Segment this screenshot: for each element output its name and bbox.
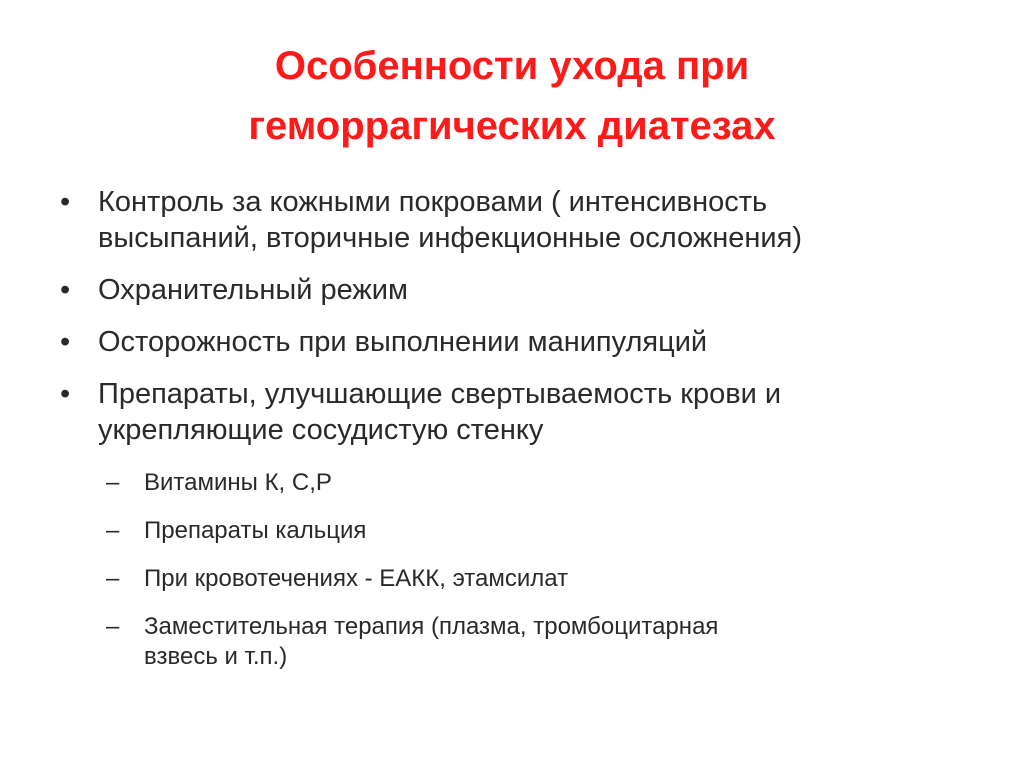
bullet-text-line: высыпаний, вторичные инфекционные осложнения) [98,222,802,254]
sub-text-line: Витамины К, С,Р [144,469,332,496]
bullet-item-medications [60,376,1000,448]
dash-marker: – [106,565,120,592]
sub-text-line: При кровотечениях - ЕАКК, этамсилат [144,565,569,592]
dash-marker: – [106,469,120,496]
sub-item-bleeding [60,564,1000,594]
bullet-text-line: укрепляющие сосудистую стенку [98,414,544,446]
sub-item-vitamins [60,468,1000,498]
bullet-marker: • [60,186,71,218]
bullet-list [60,184,1000,690]
slide-title [0,36,1024,156]
bullet-marker: • [60,326,71,358]
sub-item-replacement-therapy [60,612,1000,672]
bullet-item-skin-control [60,184,1000,256]
sub-text-line: взвесь и т.п.) [144,643,288,670]
bullet-text-line: Контроль за кожными покровами ( интенсивность [98,186,768,218]
dash-marker: – [106,517,120,544]
bullet-marker: • [60,274,71,306]
title-line-2: геморрагических диатезах [248,104,776,148]
sub-text-line: Заместительная терапия (плазма, тромбоцитарная [144,613,719,640]
dash-marker: – [106,613,120,640]
sub-text-line: Препараты кальция [144,517,367,544]
bullet-text-line: Препараты, улучшающие свертываемость крови и [98,378,782,410]
bullet-text-line: Осторожность при выполнении манипуляций [98,326,708,358]
bullet-item-caution [60,324,1000,360]
bullet-item-protective-regime [60,272,1000,308]
sub-item-calcium [60,516,1000,546]
title-line-1: Особенности ухода при [274,44,750,88]
bullet-text-line: Охранительный режим [98,274,408,306]
bullet-marker: • [60,378,71,410]
